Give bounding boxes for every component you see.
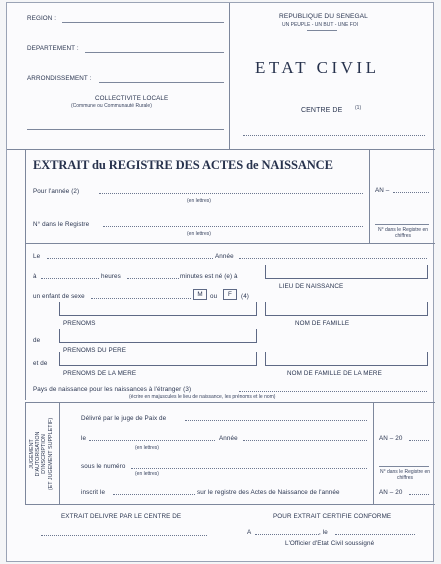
centre-de-field[interactable] — [243, 135, 425, 136]
inscrit-label: inscrit le — [81, 489, 106, 496]
annee-field[interactable] — [239, 258, 427, 259]
left-inner-border — [25, 150, 26, 400]
sur-registre-label: sur le registre des Actes de Naissance de l'année — [197, 489, 340, 496]
jugement-annee-field[interactable] — [243, 440, 367, 441]
centre-de-label: CENTRE DE — [301, 107, 343, 114]
prenoms-mere-field[interactable] — [59, 352, 257, 366]
minutes-label: minutes est né (e) à — [180, 273, 238, 280]
prenoms-pere-field[interactable] — [59, 329, 257, 343]
de-label: de — [33, 337, 41, 344]
enfant-sexe-label: un enfant de sexe — [33, 293, 85, 300]
sexe-dots — [91, 298, 191, 299]
jugement-left-divider — [59, 402, 60, 504]
birth-certificate-form — [6, 2, 434, 562]
jugement-side-line-3: D'INSCRIPTION — [41, 434, 48, 474]
motto-underline — [307, 30, 337, 31]
jugement-side-label — [29, 409, 54, 499]
prenoms-field[interactable] — [59, 302, 257, 316]
prenoms-pere-label: PRENOMS DU PERE — [63, 347, 127, 354]
prenoms-mere-label: PRENOMS DE LA MERE — [63, 370, 137, 377]
header-separator — [7, 149, 435, 150]
arrondissement-field[interactable] — [99, 82, 224, 83]
an-20-field-2[interactable] — [409, 494, 429, 495]
inscrit-date-field[interactable] — [113, 494, 195, 495]
jugement-bottom-border — [25, 504, 435, 505]
an-label: AN – — [375, 187, 390, 194]
etat-civil-title: ETAT CIVIL — [255, 58, 380, 77]
prenoms-label: PRENOMS — [63, 320, 96, 327]
pays-label: Pays de naissance pour les naissances à l'étranger (3) — [33, 386, 192, 393]
ou-label: ou — [210, 293, 218, 300]
national-motto: UN PEUPLE - UN BUT - UNE FOI — [282, 22, 359, 28]
centre-delivrance-field[interactable] — [41, 535, 207, 536]
footer-lieu-field[interactable] — [255, 534, 319, 535]
jugement-annee-label: Année — [219, 435, 238, 442]
num-chiffres-field[interactable] — [375, 224, 429, 225]
jugement-date-field[interactable] — [89, 440, 215, 441]
nom-famille-field[interactable] — [265, 302, 428, 316]
republic-title: REPUBLIQUE DU SENEGAL — [279, 13, 368, 20]
lieu-naissance-field[interactable] — [265, 265, 428, 279]
extrait-right-divider — [369, 150, 370, 243]
et-de-label: et de — [33, 360, 48, 367]
footer-a-label: A — [247, 529, 252, 536]
ref-4: (4) — [241, 293, 249, 300]
jugement-side-line-2: D'AUTORISATION — [35, 431, 42, 477]
nom-famille-mere-field[interactable] — [265, 352, 428, 366]
en-lettres-note-2: (en lettres) — [187, 231, 211, 237]
extrait-delivre-label: EXTRAIT DELIVRE PAR LE CENTRE DE — [61, 513, 182, 520]
collectivite-label: COLLECTIVITE LOCALE — [95, 95, 169, 102]
pour-annee-field[interactable] — [99, 193, 363, 194]
a-label: à — [33, 273, 37, 280]
jugement-num-chiffres-label: N° dans le Registre en chiffres — [379, 469, 431, 481]
sous-numero-field[interactable] — [131, 468, 367, 469]
heures-field[interactable] — [41, 278, 99, 279]
date-field[interactable] — [47, 258, 213, 259]
an-20-label-1: AN – 20 — [379, 435, 403, 442]
nom-famille-mere-label: NOM DE FAMILLE DE LA MERE — [287, 370, 382, 377]
heures-label: heures — [101, 273, 121, 280]
extrait-bottom-border — [25, 243, 435, 244]
footer-date-field[interactable] — [335, 534, 415, 535]
footer-le-label: , le — [319, 529, 328, 536]
annee-label: Année — [215, 253, 234, 260]
jugement-right-divider — [373, 402, 374, 504]
an-field[interactable] — [393, 192, 429, 193]
jugement-side-line-4: (ET JUGEMENT SUPPLETIF) — [47, 417, 54, 491]
juge-paix-field[interactable] — [185, 420, 367, 421]
sous-numero-label: sous le numéro — [81, 463, 126, 470]
minutes-field[interactable] — [127, 278, 179, 279]
num-registre-field[interactable] — [103, 226, 363, 227]
pour-annee-label: Pour l'année (2) — [33, 188, 80, 195]
centre-de-ref: (1) — [355, 105, 362, 111]
region-field[interactable] — [62, 22, 224, 23]
sexe-f-checkbox[interactable]: F — [223, 289, 237, 300]
jugement-num-chiffres-field[interactable] — [379, 466, 429, 467]
an-20-field-1[interactable] — [409, 440, 429, 441]
collectivite-sublabel: (Commune ou Communauté Rurale) — [71, 103, 152, 109]
le-label: Le — [33, 253, 41, 260]
departement-label: DEPARTEMENT : — [27, 45, 79, 52]
departement-field[interactable] — [85, 52, 224, 53]
region-label: REGION : — [27, 15, 57, 22]
nom-famille-label: NOM DE FAMILLE — [295, 320, 350, 327]
collectivite-field[interactable] — [27, 129, 224, 130]
an-20-label-2: AN – 20 — [379, 489, 403, 496]
jugement-outer-border — [25, 402, 26, 504]
lieu-naissance-label: LIEU DE NAISSANCE — [279, 283, 344, 290]
pays-note: (écrire en majuscules le lieu de naissance, les prénoms et le nom) — [129, 394, 276, 400]
num-chiffres-label: N° dans le Registre en chiffres — [377, 227, 429, 239]
sexe-m-checkbox[interactable]: M — [193, 289, 207, 300]
en-lettres-note-1: (en lettres) — [187, 198, 211, 204]
arrondissement-label: ARRONDISSEMENT : — [27, 75, 92, 82]
jugement-en-lettres: (en lettres) — [135, 445, 159, 451]
pays-field[interactable] — [239, 391, 427, 392]
delivre-label: Délivré par le juge de Paix de — [81, 415, 167, 422]
sous-numero-en-lettres: (en lettres) — [135, 471, 159, 477]
officier-label: L'Officier d'Etat Civil soussigné — [285, 540, 375, 547]
pour-extrait-label: POUR EXTRAIT CERTIFIE CONFORME — [273, 513, 392, 520]
num-registre-label: N° dans le Registre — [33, 221, 90, 228]
header-divider — [229, 3, 230, 149]
jugement-le-label: le — [81, 435, 87, 442]
extrait-title: EXTRAIT du REGISTRE DES ACTES de NAISSANCE — [33, 158, 333, 172]
jugement-side-line-1: JUGEMENT — [29, 439, 35, 469]
